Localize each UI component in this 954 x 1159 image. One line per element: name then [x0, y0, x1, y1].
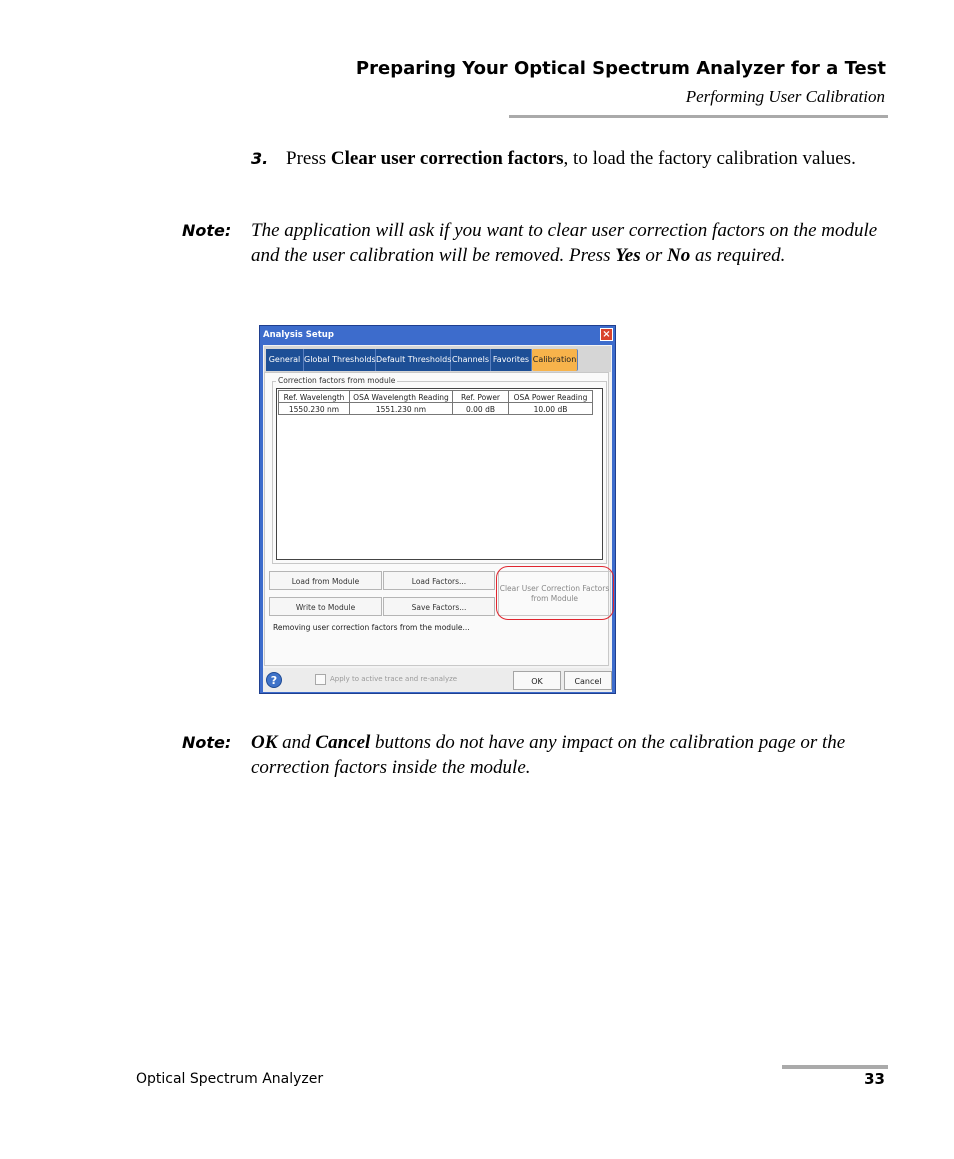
note2-ok: OK: [251, 732, 278, 753]
header-divider: [509, 115, 888, 118]
tab-calibration[interactable]: Calibration: [532, 349, 578, 371]
footer-divider: [782, 1065, 888, 1069]
dialog-title: Analysis Setup: [263, 330, 334, 340]
step-number: 3.: [251, 149, 269, 168]
analysis-setup-dialog: [259, 325, 616, 694]
col-header-osa-wavelength[interactable]: OSA Wavelength Reading: [349, 390, 453, 403]
tab-general[interactable]: General: [266, 349, 304, 371]
col-header-osa-power[interactable]: OSA Power Reading: [508, 390, 593, 403]
page-header-title: Preparing Your Optical Spectrum Analyzer for a Test: [355, 58, 886, 79]
col-header-ref-power[interactable]: Ref. Power: [452, 390, 509, 403]
group-label: Correction factors from module: [278, 376, 396, 385]
correction-factors-group: [272, 376, 607, 564]
highlight-circle: [496, 566, 614, 620]
page-header-subtitle: Performing User Calibration: [685, 87, 885, 106]
close-icon[interactable]: ×: [600, 328, 613, 341]
calibration-panel: [264, 372, 609, 666]
cell-ref-wavelength: 1550.230 nm: [278, 402, 350, 415]
note2-cancel: Cancel: [315, 732, 371, 753]
status-message: Removing user correction factors from the module...: [273, 623, 470, 632]
load-from-module-button[interactable]: Load from Module: [269, 571, 382, 590]
tab-favorites[interactable]: Favorites: [491, 349, 532, 371]
dialog-body: [263, 345, 612, 668]
note1-t1: The application will ask if you want to clear user correction factors on the module and the user calibration will be removed. Press: [251, 220, 878, 266]
cell-osa-wavelength: 1551.230 nm: [349, 402, 453, 415]
load-factors-button[interactable]: Load Factors...: [383, 571, 495, 590]
note1-no: No: [667, 245, 691, 266]
col-header-ref-wavelength[interactable]: Ref. Wavelength: [278, 390, 350, 403]
clear-button-line2: from Module: [530, 594, 579, 603]
note1-text: [251, 218, 891, 268]
apply-reanalyze-label: Apply to active trace and re-analyze: [330, 675, 458, 683]
save-factors-button[interactable]: Save Factors...: [383, 597, 495, 616]
note2-label: Note:: [182, 733, 232, 752]
cell-osa-power: 10.00 dB: [508, 402, 593, 415]
note1-yes: Yes: [615, 245, 641, 266]
clear-button-line1: Clear User Correction Factors: [499, 584, 610, 593]
tab-channels[interactable]: Channels: [451, 349, 491, 371]
write-to-module-button[interactable]: Write to Module: [269, 597, 382, 616]
ok-button[interactable]: OK: [513, 671, 561, 690]
page-number: 33: [864, 1070, 885, 1088]
cancel-button[interactable]: Cancel: [564, 671, 612, 690]
note2-t2: buttons do not have any impact on the calibration page or the correction factors inside the module.: [251, 732, 846, 778]
footer-doc-name: Optical Spectrum Analyzer: [136, 1071, 324, 1087]
tab-bar: [264, 346, 611, 372]
help-icon[interactable]: ?: [266, 672, 282, 688]
tab-global-thresholds[interactable]: Global Thresholds: [304, 349, 376, 371]
note2-t1: and: [277, 732, 316, 753]
note1-label: Note:: [182, 221, 232, 240]
step-text-post: , to load the factory calibration values.: [563, 148, 856, 169]
note1-t3: as required.: [690, 245, 786, 266]
apply-reanalyze-checkbox[interactable]: [315, 674, 326, 685]
cell-ref-power: 0.00 dB: [452, 402, 509, 415]
tab-default-thresholds[interactable]: Default Thresholds: [376, 349, 451, 371]
dialog-footer: [263, 668, 612, 692]
step-text-bold: Clear user correction factors: [330, 148, 564, 169]
note1-t2: or: [640, 245, 668, 266]
correction-factors-table[interactable]: [276, 388, 603, 560]
note2-text: [251, 730, 891, 780]
step-text: [286, 146, 876, 171]
step-text-pre: Press: [286, 148, 331, 169]
